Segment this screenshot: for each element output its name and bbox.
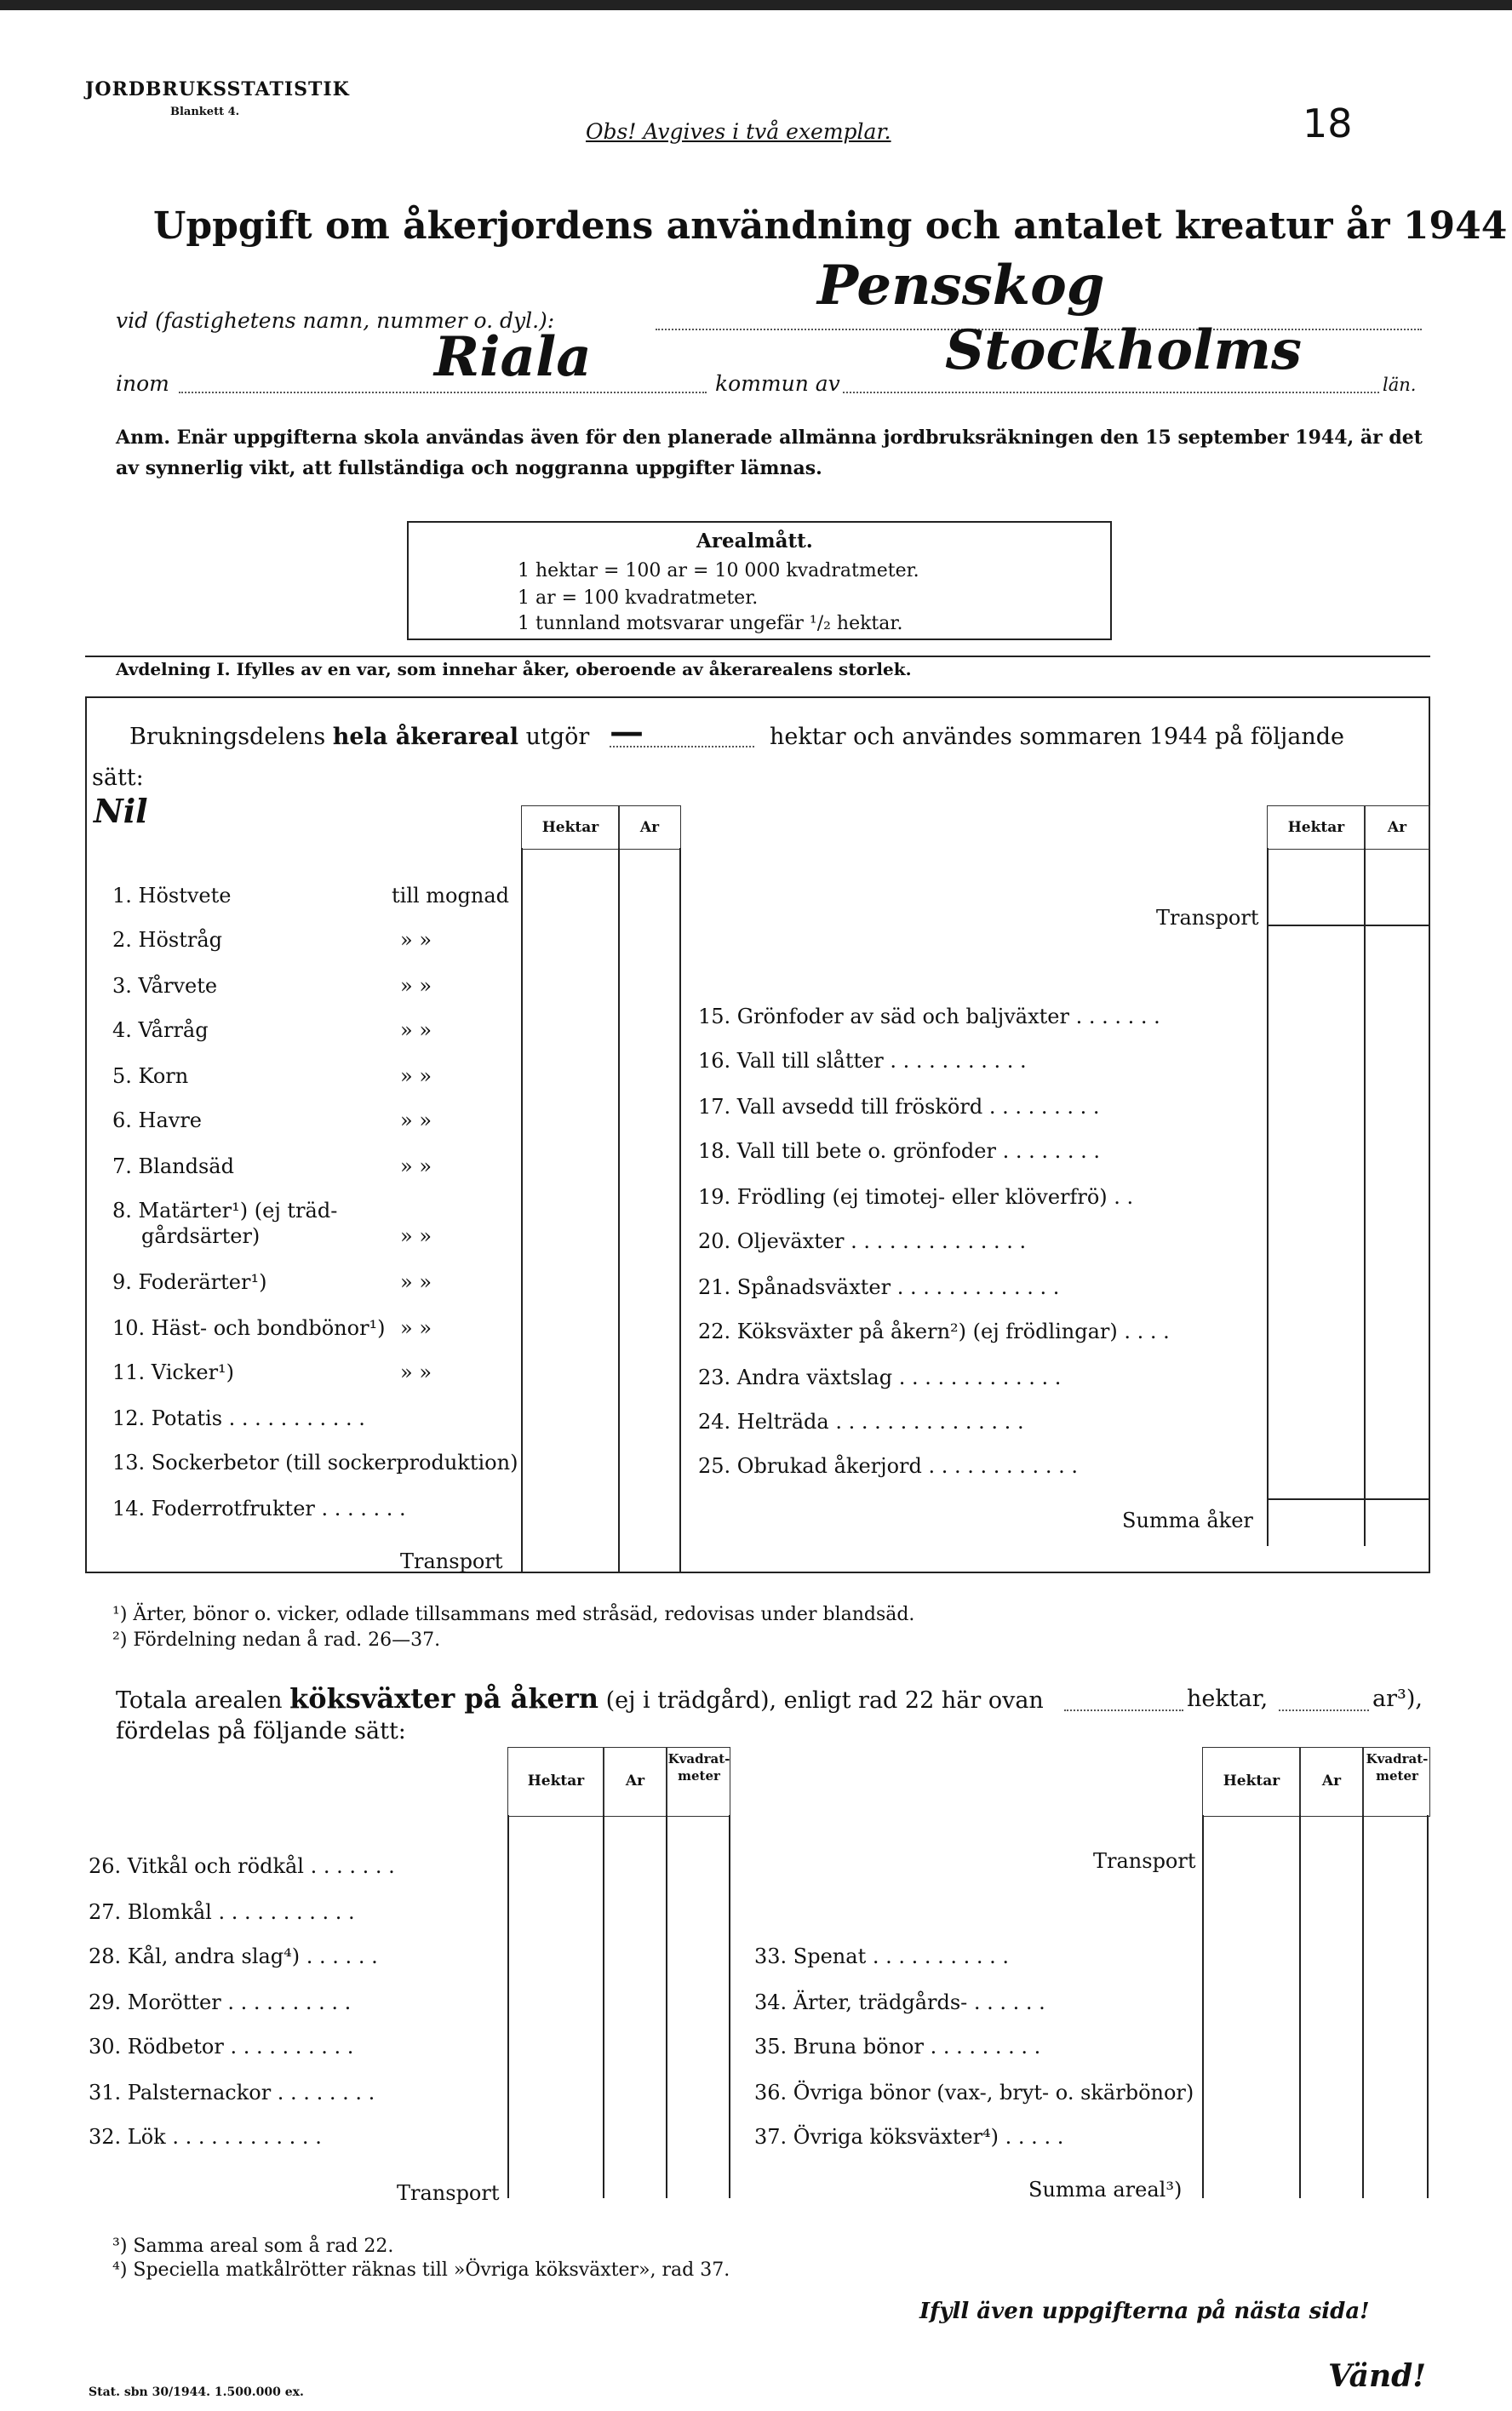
s2-grid-left-3 [666, 1815, 667, 2198]
col-hektar-label: Hektar [541, 819, 599, 836]
org-name: JORDBRUKSSTATISTIK [85, 78, 350, 100]
crop-row: 24. Helträda . . . . . . . . . . . . . . . [698, 1410, 1024, 1434]
crop-row: 4. Vårråg [112, 1018, 209, 1042]
transport-left: Transport [400, 1549, 503, 1573]
handwritten-mark: Nil [94, 792, 148, 830]
section1-intro-post: hektar och användes sommaren 1944 på följande [770, 724, 1344, 750]
crop-row: 5. Korn [112, 1064, 189, 1088]
crop-row: 10. Häst- och bondbönor¹) [112, 1316, 386, 1340]
inom-line [179, 392, 707, 393]
crop-row: 18. Vall till bete o. grönfoder . . . . . . . . [698, 1139, 1101, 1163]
form-title: Uppgift om åkerjordens användning och antalet kreatur år 1944 [153, 204, 1508, 248]
crop-row: 2. Höstråg [112, 928, 223, 952]
ditto-mark: » » [400, 1360, 432, 1384]
page-number: 18 [1303, 100, 1353, 146]
inom-label: inom [116, 371, 169, 396]
section1-intro: Brukningsdelens hela åkerareal utgör [129, 724, 590, 750]
s2-grid-right-4 [1427, 1815, 1429, 2198]
section2-ar: ar³), [1372, 1686, 1423, 1712]
grid-right-1 [1267, 848, 1269, 1546]
summa-areal: Summa areal³) [1028, 2178, 1183, 2202]
footnote: ⁴) Speciella matkålrötter räknas till »Övriga köksväxter», rad 37. [112, 2259, 730, 2281]
crop-row: 23. Andra växtslag . . . . . . . . . . . . . [698, 1366, 1062, 1389]
note-anm: Anm. Enär uppgifterna skola användas även för den planerade allmänna jordbruksräkningen den 15 september 1944, är det av synnerlig vikt, att fullständiga och noggranna uppgifter lämnas. [116, 427, 1423, 479]
veg-row: 28. Kål, andra slag⁴) . . . . . . [89, 1944, 378, 1968]
ditto-mark: » » [400, 928, 432, 952]
crop-row: 11. Vicker¹) [112, 1360, 235, 1384]
vand-note: Vänd! [1328, 2358, 1427, 2394]
grid-right-2 [1364, 848, 1366, 1546]
section1-bottom-rule [85, 1572, 1430, 1573]
veg-row: 37. Övriga köksväxter⁴) . . . . . [754, 2125, 1064, 2149]
veg-row: 29. Morötter . . . . . . . . . . [89, 1990, 352, 2014]
summa-aker: Summa åker [1122, 1509, 1253, 1532]
section1-left-rule [85, 696, 87, 1573]
kommun-value[interactable]: Stockholms [945, 318, 1303, 382]
s2-col-hektar-label: Hektar [527, 1772, 585, 1790]
summa-rule [1267, 1498, 1429, 1500]
veg-row: 35. Bruna bönor . . . . . . . . . [754, 2035, 1041, 2059]
area-value[interactable]: — [610, 712, 644, 752]
crop-row: 7. Blandsäd [112, 1154, 234, 1178]
s2-col-ar-label: Ar [1321, 1772, 1342, 1790]
areal-row: 1 tunnland motsvarar ungefär ¹/₂ hektar. [518, 613, 903, 634]
crop-row: 17. Vall avsedd till fröskörd . . . . . . . . . [698, 1095, 1100, 1119]
grid-left-1 [521, 848, 523, 1572]
veg-row: 27. Blomkål . . . . . . . . . . . [89, 1900, 355, 1924]
s2-col-ar-label: Ar [625, 1772, 645, 1790]
crop-row: 8. Matärter¹) (ej träd- [112, 1199, 338, 1223]
transport-right: Transport [1156, 906, 1259, 930]
property-value[interactable]: Pensskog [817, 254, 1105, 318]
col-ar-label: Ar [1387, 819, 1407, 836]
transport-s2-right: Transport [1093, 1849, 1196, 1873]
kommun-line [843, 392, 1379, 393]
crop-row: 25. Obrukad åkerjord . . . . . . . . . . . . [698, 1454, 1078, 1478]
crop-row: 15. Grönfoder av säd och baljväxter . . . . . . . [698, 1005, 1160, 1028]
ditto-mark: » » [400, 1064, 432, 1088]
col-hektar-label: Hektar [1287, 819, 1345, 836]
grid-left-2 [618, 848, 620, 1572]
property-label: vid (fastighetens namn, nummer o. dyl.): [116, 308, 555, 333]
s2-grid-right-1 [1202, 1815, 1204, 2198]
crop-row: 19. Frödling (ej timotej- eller klöverfrö) . . [698, 1185, 1134, 1209]
section2-intro2: fördelas på följande sätt: [116, 1718, 406, 1744]
transport-rule-right [1267, 925, 1429, 926]
s2-grid-right-2 [1299, 1815, 1301, 2198]
areal-title: Arealmått. [696, 530, 813, 553]
areal-box [407, 521, 1112, 640]
ditto-mark: » » [400, 1224, 432, 1248]
areal-row: 1 ar = 100 kvadratmeter. [518, 587, 759, 609]
crop-row: 1. Höstvete [112, 884, 232, 908]
crop-row: 20. Oljeväxter . . . . . . . . . . . . . . [698, 1229, 1027, 1253]
section1-top-rule [85, 656, 1430, 657]
ditto-mark: » » [400, 1018, 432, 1042]
ditto-mark: » » [400, 1154, 432, 1178]
copies-note: Obs! Avgives i två exemplar. [586, 119, 891, 144]
kommun-label: kommun av [715, 371, 840, 396]
ditto-mark: » » [400, 1270, 432, 1294]
s2-grid-left-1 [507, 1815, 509, 2198]
veg-row: 30. Rödbetor . . . . . . . . . . [89, 2035, 354, 2059]
crop-row: 22. Köksväxter på åkern²) (ej frödlingar) . . . . [698, 1320, 1170, 1343]
s2-grid-left-2 [603, 1815, 604, 2198]
veg-row: 33. Spenat . . . . . . . . . . . [754, 1944, 1010, 1968]
crop-row: 6. Havre [112, 1108, 202, 1132]
section2-ar-line [1279, 1709, 1369, 1711]
section1-heading-rule [85, 696, 1430, 698]
section2-intro: Totala arealen köksväxter på åkern (ej i trädgård), enligt rad 22 här ovan [116, 1682, 1044, 1715]
ditto-mark: » » [400, 974, 432, 998]
ifyll-note: Ifyll även uppgifterna på nästa sida! [919, 2299, 1370, 2324]
top-border [0, 0, 1512, 10]
footnote: ³) Samma areal som å rad 22. [112, 2236, 394, 2257]
section2-hektar: hektar, [1187, 1686, 1269, 1712]
crop-row: 12. Potatis . . . . . . . . . . . [112, 1406, 365, 1430]
till-mognad: till mognad [392, 884, 509, 908]
crop-row: 16. Vall till slåtter . . . . . . . . . . . [698, 1049, 1027, 1073]
transport-s2-left: Transport [397, 2181, 500, 2205]
section1-intro-end: sätt: [92, 765, 144, 791]
veg-row: 34. Ärter, trädgårds- . . . . . . [754, 1990, 1045, 2014]
s2-col-kvm-label: Kvadrat-meter [667, 1751, 730, 1784]
section2-hektar-line [1064, 1709, 1183, 1711]
footnote: ¹) Ärter, bönor o. vicker, odlade tillsammans med stråsäd, redovisas under blandsäd. [112, 1604, 915, 1625]
s2-grid-left-4 [729, 1815, 730, 2198]
s2-col-hektar-label: Hektar [1223, 1772, 1280, 1790]
form-number: Blankett 4. [170, 106, 240, 118]
ditto-mark: » » [400, 1108, 432, 1132]
crop-row: 21. Spånadsväxter . . . . . . . . . . . . . [698, 1275, 1060, 1299]
crop-row: 3. Vårvete [112, 974, 218, 998]
grid-left-3 [679, 848, 681, 1572]
veg-row: 36. Övriga bönor (vax-, bryt- o. skärbönor) [754, 2081, 1194, 2105]
s2-grid-right-3 [1362, 1815, 1364, 2198]
print-info: Stat. sbn 30/1944. 1.500.000 ex. [89, 2385, 304, 2399]
crop-row-cont: gårdsärter) [141, 1224, 261, 1248]
lan-label: län. [1383, 375, 1417, 395]
areal-row: 1 hektar = 100 ar = 10 000 kvadratmeter. [518, 560, 919, 581]
col-ar-label: Ar [639, 819, 660, 836]
section1-heading: Avdelning I. Ifylles av en var, som innehar åker, oberoende av åkerarealens storlek. [116, 659, 912, 679]
ditto-mark: » » [400, 1316, 432, 1340]
veg-row: 32. Lök . . . . . . . . . . . . [89, 2125, 322, 2149]
s2-col-kvm-label: Kvadrat-meter [1366, 1751, 1429, 1784]
footnote: ²) Fördelning nedan å rad. 26—37. [112, 1629, 441, 1651]
crop-row: 13. Sockerbetor (till sockerproduktion) [112, 1451, 518, 1475]
crop-row: 14. Foderrotfrukter . . . . . . . [112, 1497, 406, 1520]
veg-row: 31. Palsternackor . . . . . . . . [89, 2081, 375, 2105]
veg-row: 26. Vitkål och rödkål . . . . . . . [89, 1854, 395, 1878]
crop-row: 9. Foderärter¹) [112, 1270, 267, 1294]
inom-value[interactable]: Riala [434, 325, 592, 389]
